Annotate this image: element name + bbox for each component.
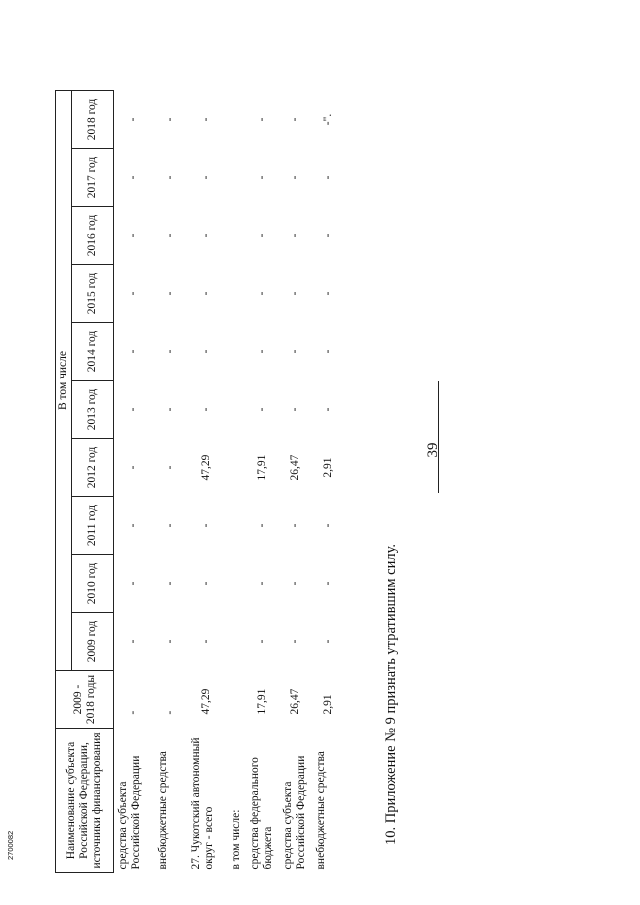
header-year: 2009 год <box>72 613 114 671</box>
row-cell: -". <box>321 113 334 126</box>
row-total: - <box>163 710 176 715</box>
row-name: 27. Чукотский автономный округ - всего <box>189 737 215 870</box>
header-name: Наименование субъекта Российской Федерации, источники финансирования <box>56 729 114 873</box>
row-cell: - <box>288 117 301 122</box>
row-cell: - <box>127 465 140 470</box>
document-stamp: 2700082 <box>6 830 15 860</box>
row-cell: - <box>255 639 268 644</box>
table-row <box>312 91 345 873</box>
row-name: средства субъекта Российской Федерации <box>281 755 307 870</box>
row-cell: - <box>163 291 176 296</box>
row-cell: - <box>127 581 140 586</box>
row-cell: - <box>163 349 176 354</box>
row-cell: - <box>127 117 140 122</box>
row-cell: - <box>163 233 176 238</box>
row-cell: - <box>127 291 140 296</box>
row-cell: 26,47 <box>288 454 301 481</box>
header-group: В том числе <box>56 91 72 671</box>
header-year: 2011 год <box>72 497 114 555</box>
row-cell <box>227 91 246 149</box>
row-cell: - <box>163 581 176 586</box>
row-cell <box>227 149 246 207</box>
header-year: 2017 год <box>72 149 114 207</box>
header-year: 2012 год <box>72 439 114 497</box>
row-cell: - <box>288 639 301 644</box>
financing-table <box>55 90 345 873</box>
row-total <box>227 671 246 729</box>
row-cell: - <box>255 233 268 238</box>
row-cell <box>227 323 246 381</box>
row-cell <box>227 207 246 265</box>
row-cell <box>227 381 246 439</box>
row-cell: - <box>127 233 140 238</box>
row-cell: - <box>200 233 212 238</box>
table-row <box>227 91 246 873</box>
table-row <box>279 91 312 873</box>
row-cell: - <box>127 349 140 354</box>
row-cell: - <box>288 581 301 586</box>
row-cell: 2,91 <box>321 457 334 478</box>
row-cell: - <box>321 233 334 238</box>
row-cell: - <box>321 407 334 412</box>
row-total: 17,91 <box>255 688 268 715</box>
row-cell <box>227 613 246 671</box>
header-year: 2014 год <box>72 323 114 381</box>
row-name: средства федерального бюджета <box>248 757 274 870</box>
row-cell: - <box>163 117 176 122</box>
row-name: в том числе: <box>229 809 242 870</box>
row-cell: - <box>163 639 176 644</box>
row-cell: - <box>288 175 301 180</box>
page-number: 39 <box>425 442 441 458</box>
row-cell: - <box>255 117 268 122</box>
row-cell: - <box>255 523 268 528</box>
row-cell: - <box>321 291 334 296</box>
row-total: - <box>127 710 140 715</box>
row-cell: - <box>255 291 268 296</box>
row-cell: - <box>200 291 212 296</box>
row-cell: - <box>127 407 140 412</box>
row-cell: - <box>288 523 301 528</box>
row-cell: - <box>321 523 334 528</box>
table-row <box>114 91 154 873</box>
table-row <box>154 91 187 873</box>
row-cell <box>227 555 246 613</box>
row-cell: - <box>163 407 176 412</box>
row-name: внебюджетные средства <box>314 751 327 870</box>
row-cell: - <box>127 523 140 528</box>
header-year: 2010 год <box>72 555 114 613</box>
row-cell: - <box>255 407 268 412</box>
row-cell: - <box>127 639 140 644</box>
row-name: внебюджетные средства <box>156 751 169 870</box>
row-cell: - <box>321 639 334 644</box>
row-cell: - <box>288 233 301 238</box>
row-cell: - <box>200 407 212 412</box>
row-cell: - <box>163 175 176 180</box>
table-row <box>246 91 279 873</box>
row-cell: - <box>200 639 212 644</box>
row-cell: - <box>321 581 334 586</box>
header-total: 2009 - 2018 годы <box>56 671 114 729</box>
row-cell: - <box>288 291 301 296</box>
row-cell: - <box>163 465 176 470</box>
row-cell: - <box>255 581 268 586</box>
row-cell: - <box>163 523 176 528</box>
table-row <box>187 91 227 873</box>
header-year: 2013 год <box>72 381 114 439</box>
row-cell: - <box>127 175 140 180</box>
row-cell: - <box>200 581 212 586</box>
row-cell: 17,91 <box>255 454 268 481</box>
row-cell: - <box>288 349 301 354</box>
row-cell: - <box>200 349 212 354</box>
row-cell: - <box>321 349 334 354</box>
row-name: средства субъекта Российской Федерации <box>117 755 142 870</box>
row-total: 26,47 <box>288 688 301 715</box>
row-cell: - <box>255 175 268 180</box>
row-cell: - <box>200 175 212 180</box>
note-paragraph: 10. Приложение № 9 признать утратившим силу. <box>383 543 399 845</box>
row-total: 2,91 <box>321 694 334 715</box>
row-cell: - <box>200 117 212 122</box>
row-cell <box>227 439 246 497</box>
row-cell: - <box>321 175 334 180</box>
row-cell: - <box>288 407 301 412</box>
row-total: 47,29 <box>200 688 212 715</box>
row-cell: - <box>255 349 268 354</box>
row-cell: - <box>200 523 212 528</box>
row-cell: 47,29 <box>200 454 212 481</box>
row-cell <box>227 265 246 323</box>
header-year: 2015 год <box>72 265 114 323</box>
row-cell <box>227 497 246 555</box>
header-year: 2016 год <box>72 207 114 265</box>
header-year: 2018 год <box>72 91 114 149</box>
divider-line <box>438 381 439 493</box>
